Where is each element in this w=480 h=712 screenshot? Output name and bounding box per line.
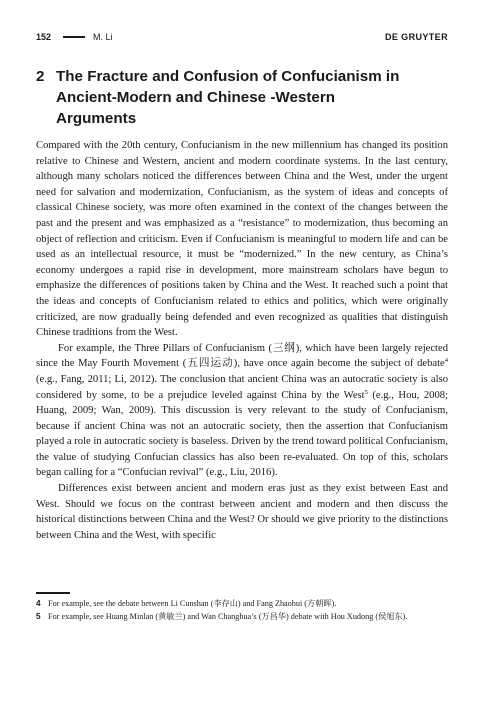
footnote-number: 4: [36, 599, 41, 608]
footnote-ref-4[interactable]: 4: [444, 357, 448, 365]
footnote-separator: [36, 592, 70, 594]
section-title: The Fracture and Confusion of Confucianism in Ancient-Modern and Chinese -Western Arguments: [56, 68, 400, 127]
footnote-ref-5[interactable]: 5: [364, 388, 368, 396]
paragraph-2-part-2: (e.g., Fang, 2011; Li, 2012). The conclusion that ancient China was an autocratic society is also considered by some, to be a prejudice leveled against China by the West: [36, 373, 448, 401]
footnote-text: For example, see the debate between Li Cunshan (李存山) and Fang Zhaohui (方朝晖).: [48, 599, 337, 608]
section-number: 2: [36, 68, 45, 85]
page-number: 152: [36, 32, 52, 42]
paragraph-2: [36, 341, 448, 481]
running-head: [36, 30, 448, 44]
footnote-5: [36, 611, 448, 624]
paragraph-2-part-1: For example, the Three Pillars of Confucianism (三纲), which have been largely rejected since the May Fourth Movement (五四运动), have once again become the subject of debate: [36, 342, 448, 370]
footnote-text: For example, see Huang Minlan (黄敏兰) and Wan Changhua’s (万昌华) debate with Hou Xudong (侯旭东).: [48, 611, 408, 621]
running-head-author: M. Li: [93, 32, 113, 42]
paragraph-1: Compared with the 20th century, Confucianism in the new millennium has changed its position relative to Chinese and Western, ancient and modern coordinate systems. In the last century, although many scholars noticed the differences between China and the West, under the urgent need for salvation and modernization, Confucianism, as the system of ideas and concepts of classical Chinese society, was more often examined in the context of the changes between the past and the present and was emphasized as a “resistance” to modernization, thus becoming an object of reflection and criticism. Even if Confucianism is meaningful to modern life and can be used as an intellectual resource, it must be “modernized.” In the new century, as China’s economy undergoes a rapid rise in development, more mainstream scholars have begun to emphasize the differences of positions taken by China and the West. It reached such a point that the ideas and concepts of Confucianism related to ethics and politics, which were originally criticized, are now gradually being defended and even recognized as qualities that distinguish Chinese traditions from the West.: [36, 140, 448, 339]
paragraph-3: Differences exist between ancient and modern eras just as they exist between East and West. Should we focus on the contrast between ancient and modern and then discuss the historical distinctions between China and the West? Or should we give priority to the distinctions between China and the West, with specific: [36, 483, 448, 541]
paragraph-2-part-3: (e.g., Hou, 2008; Huang, 2009; Wan, 2009). This discussion is very relevant to the study of Confucianism, because if ancient China was not an autocratic society, then the assertion that Confucianism played a role in autocratic society is baseless. Driven by the trend toward political Confucianism, the value of studying Confucian classics has also been re-evaluated. On top of this, scholars began calling for a “Confucian revival” (e.g., Liu, 2016).: [36, 389, 448, 479]
publisher-name: DE GRUYTER: [384, 32, 448, 42]
footnote-number: 5: [36, 611, 41, 621]
footnotes: [36, 598, 448, 623]
body-text: [36, 138, 448, 543]
running-head-rule: [63, 36, 85, 38]
footnote-4: [36, 598, 448, 611]
book-page: [36, 0, 448, 712]
